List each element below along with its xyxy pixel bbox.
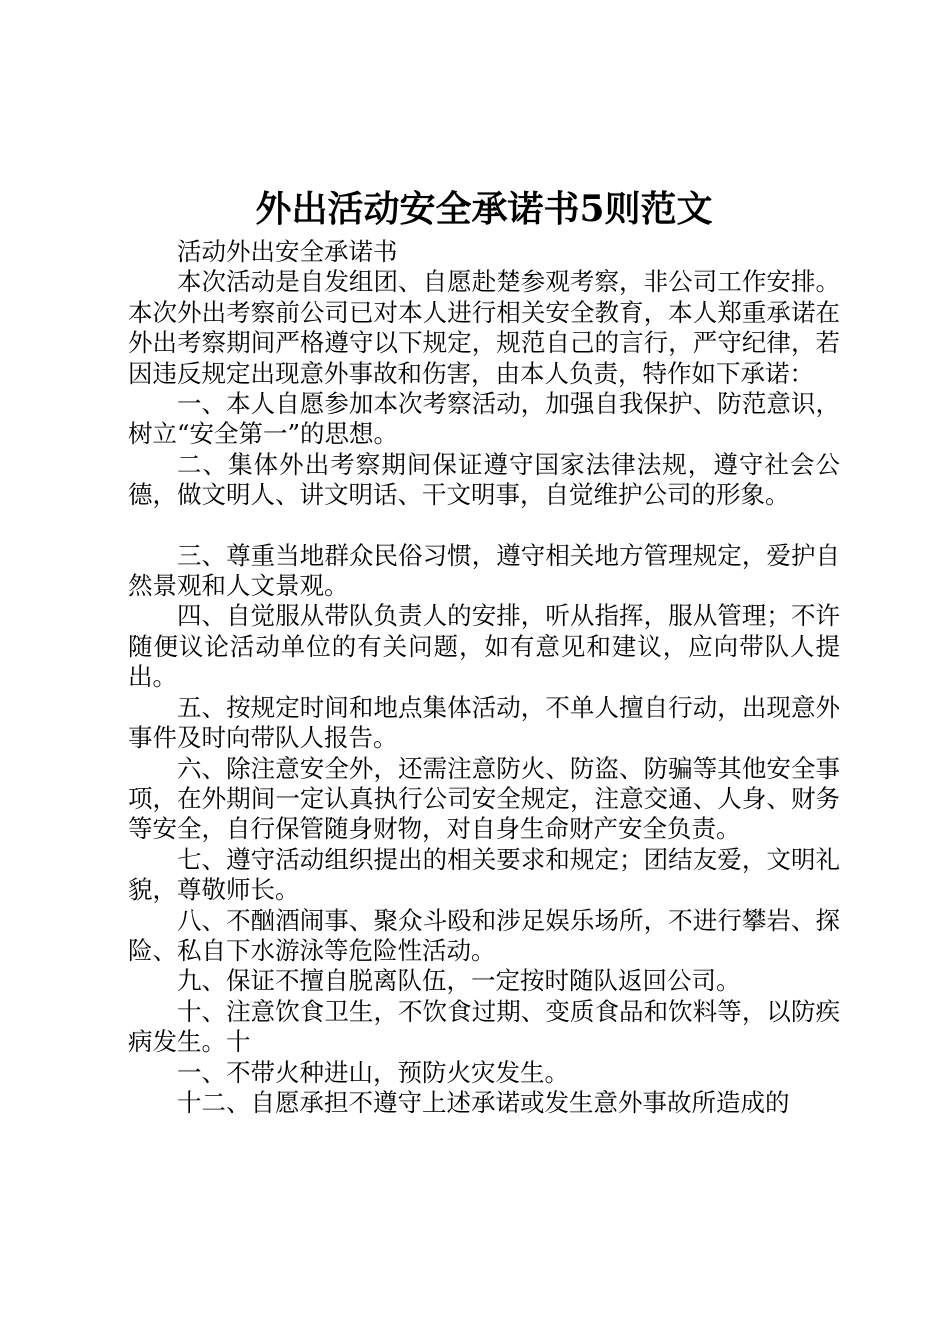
paragraph-item-7: 七、遵守活动组织提出的相关要求和规定；团结友爱，文明礼貌，尊敬师长。 (128, 844, 840, 905)
paragraph-item-9: 九、保证不擅自脱离队伍，一定按时随队返回公司。 (177, 966, 741, 996)
document-title: 外出活动安全承诺书5则范文 (255, 188, 713, 230)
paragraph-item-3: 三、尊重当地群众民俗习惯，遵守相关地方管理规定，爱护自然景观和人文景观。 (128, 540, 840, 601)
paragraph-heading: 活动外出安全承诺书 (177, 237, 398, 266)
paragraph-item-11: 一、不带火种进山，预防火灾发生。 (177, 1057, 569, 1087)
paragraph-intro: 本次活动是自发组团、自愿赴楚参观考察，非公司工作安排。本次外出考察前公司已对本人进行相关安全教育，本人郑重承诺在外出考察期间严格遵守以下规定，规范自己的言行，严守纪律，若因违反规定出现意外事故和伤害，由本人负责，特作如下承诺： (128, 267, 840, 388)
paragraph-item-8: 八、不酗酒闹事、聚众斗殴和涉足娱乐场所，不进行攀岩、探险、私自下水游泳等危险性活动。 (128, 905, 840, 965)
paragraph-item-2: 二、集体外出考察期间保证遵守国家法律法规，遵守社会公德，做文明人、讲文明话、干文明事，自觉维护公司的形象。 (128, 449, 840, 510)
paragraph-item-1: 一、本人自愿参加本次考察活动，加强自我保护、防范意识，树立“安全第一”的思想。 (128, 389, 840, 449)
paragraph-item-12: 十二、自愿承担不遵守上述承诺或发生意外事故所造成的 (177, 1087, 790, 1117)
paragraph-item-5: 五、按规定时间和地点集体活动，不单人擅自行动，出现意外事件及时向带队人报告。 (128, 692, 840, 753)
paragraph-item-6: 六、除注意安全外，还需注意防火、防盗、防骗等其他安全事项，在外期间一定认真执行公司安全规定，注意交通、人身、财务等安全，自行保管随身财物，对自身生命财产安全负责。 (128, 753, 840, 844)
paragraph-item-10: 十、注意饮食卫生，不饮食过期、变质食品和饮料等，以防疾病发生。十 (128, 996, 840, 1057)
paragraph-item-4: 四、自觉服从带队负责人的安排，听从指挥，服从管理；不许随便议论活动单位的有关问题，如有意见和建议，应向带队人提出。 (128, 601, 840, 692)
document-page (128, 185, 840, 1118)
